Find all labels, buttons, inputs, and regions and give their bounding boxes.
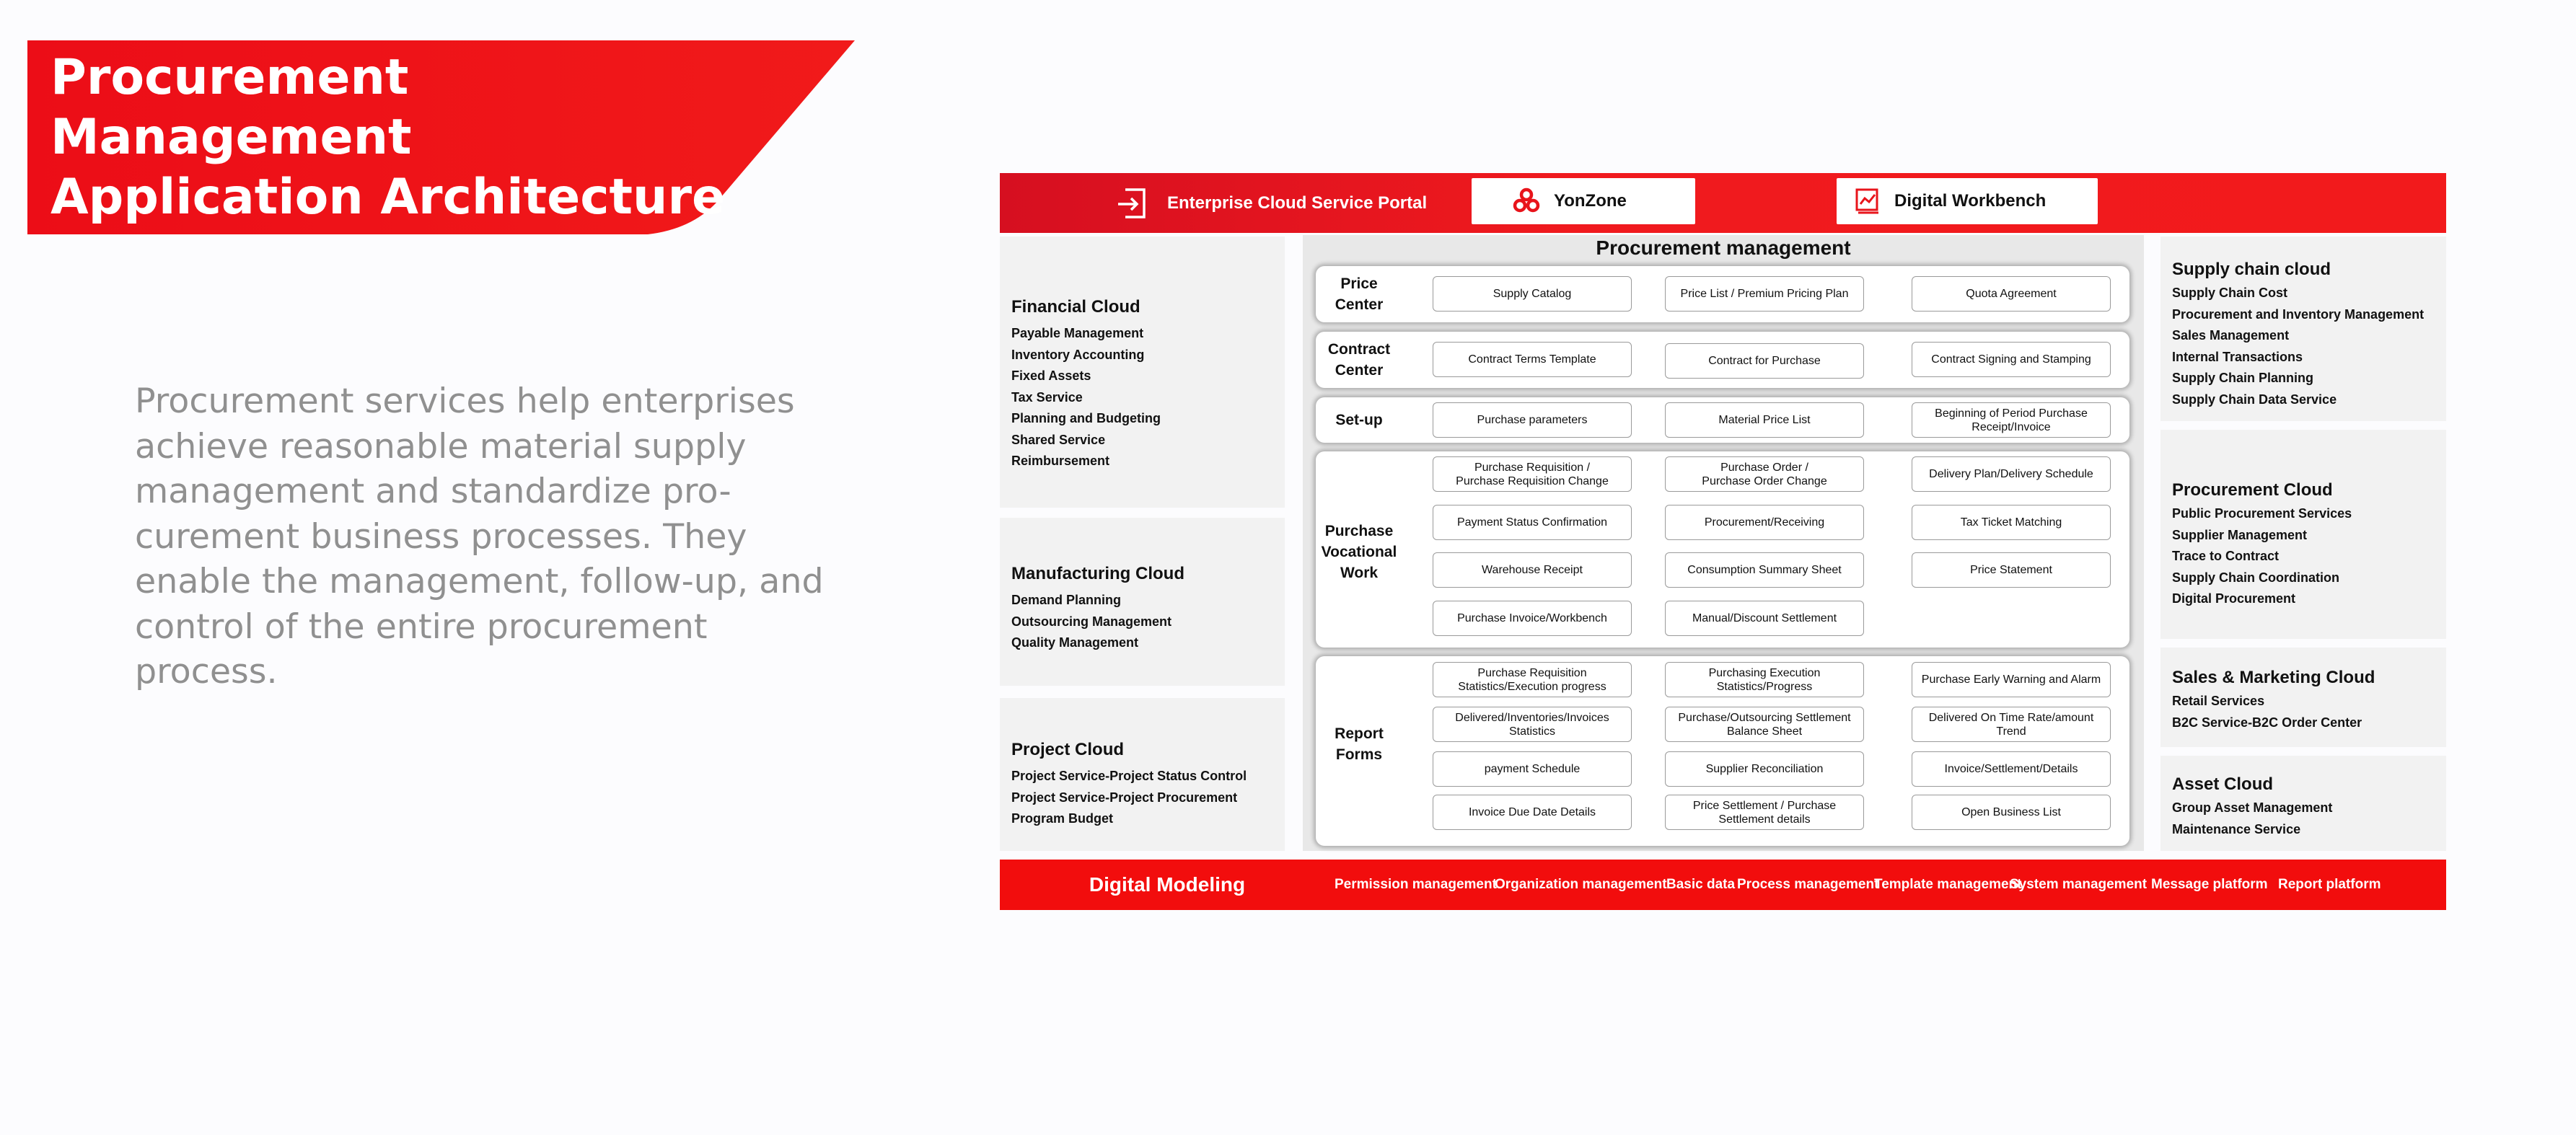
cloud-item: Program Budget: [1011, 811, 1114, 826]
module-box[interactable]: Price List / Premium Pricing Plan: [1665, 276, 1864, 312]
cloud-item: Quality Management: [1011, 635, 1139, 650]
module-box[interactable]: Beginning of Period Purchase Receipt/Invoice: [1912, 402, 2111, 438]
module-box[interactable]: Procurement/Receiving: [1665, 505, 1864, 540]
digital-modeling-bar: [1000, 860, 2446, 910]
module-box[interactable]: Purchase Requisition / Purchase Requisition Change: [1433, 456, 1632, 492]
cloud-item: Group Asset Management: [2172, 800, 2333, 815]
cloud-item: Internal Transactions: [2172, 349, 2303, 364]
module-box[interactable]: Supplier Reconciliation: [1665, 751, 1864, 787]
module-box[interactable]: Purchase parameters: [1433, 402, 1632, 438]
module-box[interactable]: Warehouse Receipt: [1433, 552, 1632, 588]
module-box[interactable]: Purchase Order / Purchase Order Change: [1665, 456, 1864, 492]
digital-workbench-label: Digital Workbench: [1894, 191, 2047, 211]
cloud-item: B2C Service-B2C Order Center: [2172, 715, 2362, 730]
platform-item[interactable]: Permission management: [1335, 877, 1497, 892]
module-box[interactable]: Purchase Early Warning and Alarm: [1912, 662, 2111, 697]
cloud-item: Project Service-Project Status Control: [1011, 769, 1247, 783]
platform-item[interactable]: System management: [2010, 877, 2148, 892]
cloud-item: Reimbursement: [1011, 454, 1110, 468]
yonzone-button[interactable]: [1472, 178, 1695, 224]
module-box[interactable]: Payment Status Confirmation: [1433, 505, 1632, 540]
cloud-item: Retail Services: [2172, 694, 2265, 708]
module-box[interactable]: Delivery Plan/Delivery Schedule: [1912, 456, 2111, 492]
section-label: Price Center: [1335, 275, 1384, 313]
digital-modeling-label: Digital Modeling: [1089, 873, 1246, 896]
cloud-title: Procurement Cloud: [2172, 480, 2333, 500]
cloud-item: Supply Chain Coordination: [2172, 570, 2339, 585]
cloud-item: Trace to Contract: [2172, 549, 2280, 563]
portal-label: Enterprise Cloud Service Portal: [1167, 193, 1428, 213]
cloud-item: Planning and Budgeting: [1011, 411, 1161, 425]
cloud-item: Project Service-Project Procurement: [1011, 790, 1238, 805]
purchase-vocational-work-panel: [1316, 451, 2129, 648]
architecture-diagram: [1000, 173, 2446, 910]
set-up-panel: [1316, 397, 2129, 443]
report-forms-panel: [1316, 656, 2129, 846]
cloud-item: Demand Planning: [1011, 593, 1122, 607]
yonzone-logo-icon: [1512, 187, 1541, 216]
supply-chain-cloud-panel: [2160, 237, 2446, 421]
cloud-title: Supply chain cloud: [2172, 260, 2331, 279]
platform-item[interactable]: Template management: [1874, 877, 2022, 892]
procurement-cloud-panel: [2160, 430, 2446, 639]
portal-entry[interactable]: [1115, 187, 1427, 219]
module-box[interactable]: Invoice Due Date Details: [1433, 795, 1632, 830]
section-label: Purchase Vocational Work: [1321, 522, 1397, 581]
module-box[interactable]: Contract Signing and Stamping: [1912, 342, 2111, 377]
procurement-management-title: Procurement management: [1596, 237, 1851, 259]
section-label: Contract Center: [1327, 341, 1391, 379]
cloud-item: Supplier Management: [2172, 527, 2308, 542]
module-box[interactable]: Supply Catalog: [1433, 276, 1632, 312]
platform-item[interactable]: Basic data: [1666, 877, 1736, 892]
module-box[interactable]: Quota Agreement: [1912, 276, 2111, 312]
sales-marketing-cloud-panel: [2160, 648, 2446, 747]
module-box[interactable]: Invoice/Settlement/Details: [1912, 751, 2111, 787]
price-center-panel: [1316, 266, 2129, 322]
financial-cloud-panel: [1000, 237, 1285, 508]
cloud-item: Outsourcing Management: [1011, 614, 1172, 629]
cloud-item: Tax Service: [1011, 389, 1083, 405]
cloud-item: Fixed Assets: [1011, 368, 1091, 383]
section-label: Report Forms: [1335, 725, 1384, 763]
page-title: [50, 40, 772, 234]
platform-item[interactable]: Organization management: [1495, 877, 1667, 892]
login-arrow-icon: [1115, 187, 1167, 220]
top-bar: [1000, 173, 2446, 233]
cloud-item: Supply Chain Cost: [2172, 286, 2288, 300]
contract-center-panel: [1316, 332, 2129, 388]
yonzone-label: YonZone: [1554, 191, 1627, 211]
cloud-item: Supply Chain Planning: [2172, 371, 2314, 385]
platform-item[interactable]: Report platform: [2278, 877, 2381, 892]
cloud-item: Sales Management: [2172, 328, 2290, 343]
module-box[interactable]: Price Settlement / Purchase Settlement details: [1665, 795, 1864, 830]
module-box[interactable]: Delivered On Time Rate/amount Trend: [1912, 707, 2111, 742]
module-box[interactable]: Delivered/Inventories/Invoices Statistics: [1433, 707, 1632, 742]
platform-item[interactable]: Process management: [1737, 877, 1879, 892]
module-box[interactable]: Purchase/Outsourcing Settlement Balance Sheet: [1665, 707, 1864, 742]
procurement-management-area: [1303, 235, 2144, 851]
cloud-item: Procurement and Inventory Management: [2172, 306, 2425, 322]
cloud-item: Digital Procurement: [2172, 591, 2296, 606]
module-box[interactable]: Consumption Summary Sheet: [1665, 552, 1864, 588]
module-box[interactable]: payment Schedule: [1433, 751, 1632, 787]
chart-monitor-icon: [1855, 188, 1880, 214]
platform-item[interactable]: Message platform: [2151, 877, 2268, 892]
cloud-title: Sales & Marketing Cloud: [2172, 668, 2375, 687]
module-box[interactable]: Purchase Invoice/Workbench: [1433, 601, 1632, 636]
module-box[interactable]: Manual/Discount Settlement: [1665, 601, 1864, 636]
cloud-title: Asset Cloud: [2172, 774, 2274, 794]
module-box[interactable]: Tax Ticket Matching: [1912, 505, 2111, 540]
module-box[interactable]: Price Statement: [1912, 552, 2111, 588]
module-box[interactable]: Open Business List: [1912, 795, 2111, 830]
title-line-2: Application Architecture: [50, 169, 726, 226]
asset-cloud-panel: [2160, 756, 2446, 851]
description-text: Procurement services help enterprises achieve reasonable material supply management and standardize pro-curement business processes. They enable the management, follow-up, and control of the entire procurement process.: [135, 381, 824, 692]
module-box[interactable]: Material Price List: [1665, 402, 1864, 438]
cloud-title: Project Cloud: [1011, 740, 1125, 759]
cloud-item: Shared Service: [1011, 432, 1106, 447]
cloud-item: Inventory Accounting: [1011, 347, 1145, 362]
cloud-item: Public Procurement Services: [2172, 506, 2352, 521]
module-box[interactable]: Contract Terms Template: [1433, 342, 1632, 377]
title-line-1: Procurement Management: [50, 49, 412, 166]
cloud-item: Supply Chain Data Service: [2172, 392, 2337, 407]
cloud-item: Payable Management: [1011, 326, 1144, 340]
project-cloud-panel: [1000, 698, 1285, 851]
cloud-item: Maintenance Service: [2172, 821, 2301, 836]
cloud-title: Manufacturing Cloud: [1011, 564, 1184, 583]
module-box[interactable]: Purchasing Execution Statistics/Progress: [1665, 662, 1864, 697]
section-label: Set-up: [1335, 412, 1383, 428]
manufacturing-cloud-panel: [1000, 518, 1285, 686]
digital-workbench-button[interactable]: [1837, 178, 2098, 224]
cloud-title: Financial Cloud: [1011, 297, 1140, 317]
module-box[interactable]: Purchase Requisition Statistics/Execution progress: [1433, 662, 1632, 697]
module-box[interactable]: Contract for Purchase: [1665, 343, 1864, 379]
